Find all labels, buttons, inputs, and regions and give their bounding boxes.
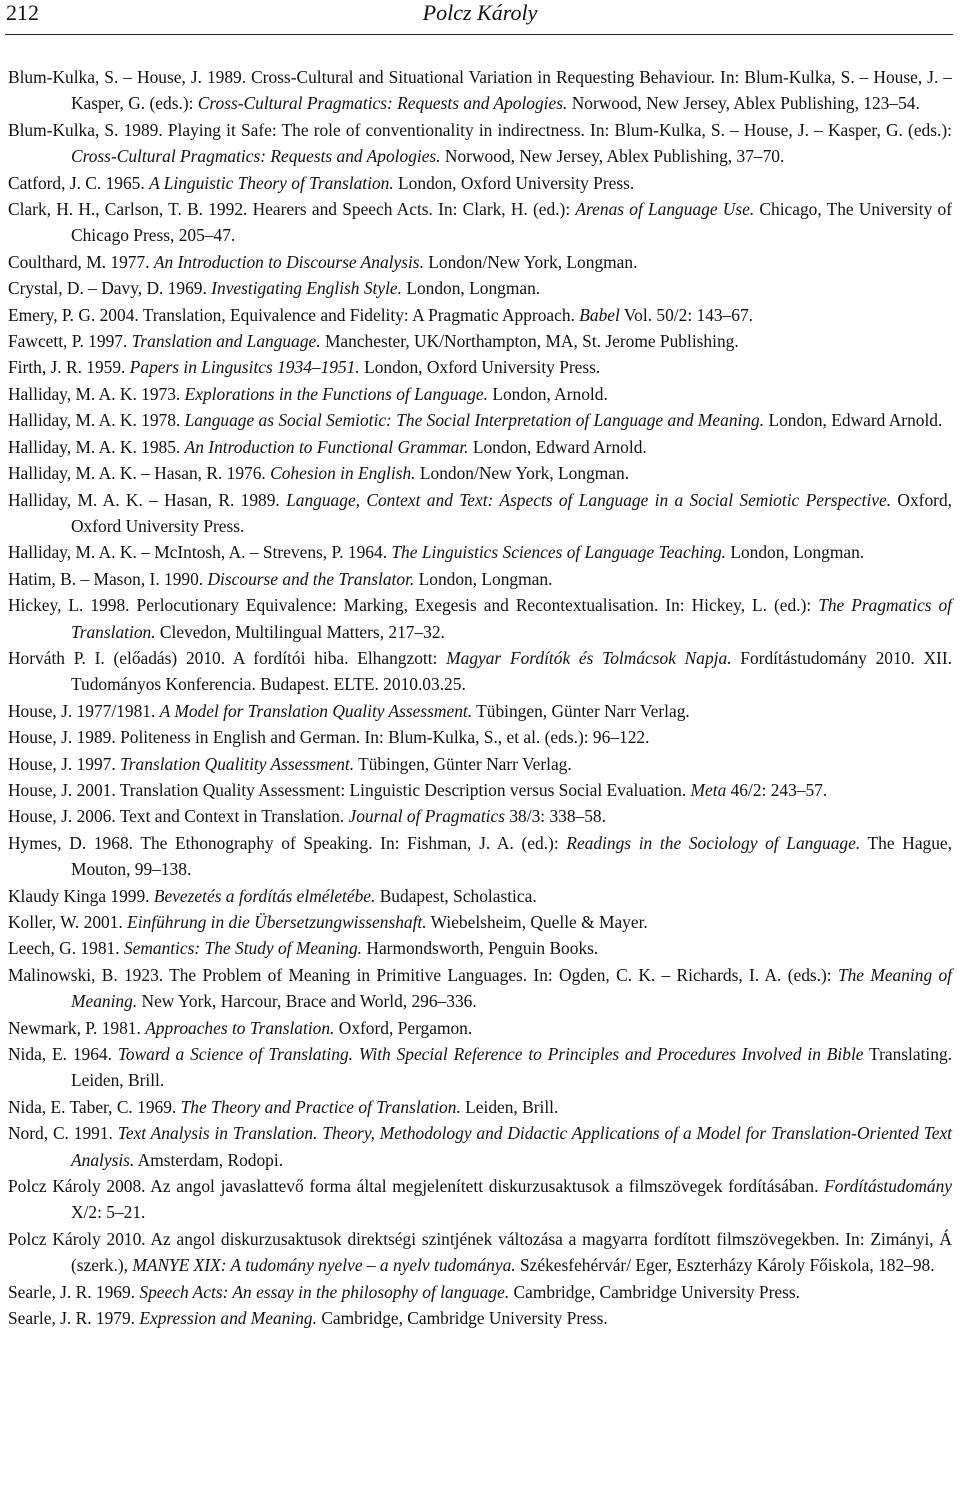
reference-title: A Model for Translation Quality Assessment. bbox=[159, 700, 473, 721]
reference-text: Vol. 50/2: 143–67. bbox=[619, 304, 754, 325]
reference-entry bbox=[8, 830, 952, 883]
reference-title: Approaches to Translation. bbox=[145, 1017, 335, 1038]
reference-text: Harmondsworth, Penguin Books. bbox=[362, 938, 599, 959]
reference-text: Polcz Károly 2008. Az angol javaslattevő forma által megjelenített diskurzusaktusok a filmszövegek fordításában. bbox=[8, 1176, 825, 1197]
reference-text: Halliday, M. A. K. – Hasan, R. 1976. bbox=[8, 463, 271, 484]
reference-text: Tübingen, Günter Narr Verlag. bbox=[472, 700, 690, 721]
reference-text: Wiebelsheim, Quelle & Mayer. bbox=[426, 912, 648, 932]
reference-text: X/2: 5–21. bbox=[71, 1202, 146, 1223]
reference-title: The Theory and Practice of Translation. bbox=[180, 1096, 461, 1117]
reference-text: House, J. 1997. bbox=[8, 753, 121, 774]
reference-text: Budapest, Scholastica. bbox=[375, 885, 537, 906]
reference-text: London/New York, Longman. bbox=[415, 463, 630, 484]
reference-entry bbox=[8, 909, 952, 935]
page-number: 212 bbox=[6, 0, 39, 25]
reference-text: Halliday, M. A. K. – Hasan, R. 1989. bbox=[8, 489, 287, 510]
reference-text: Cambridge, Cambridge University Press. bbox=[509, 1281, 800, 1302]
reference-entry bbox=[8, 566, 952, 592]
reference-entry bbox=[8, 803, 952, 829]
reference-text: Translating. Leiden, Brill. bbox=[71, 1044, 952, 1091]
reference-entry bbox=[8, 592, 952, 645]
reference-title: Magyar Fordítók és Tolmácsok Napja. bbox=[446, 647, 732, 668]
reference-entry bbox=[8, 539, 952, 565]
reference-text: London, Longman. bbox=[414, 568, 553, 589]
reference-title: The Linguistics Sciences of Language Teaching. bbox=[391, 542, 726, 563]
reference-text: Tübingen, Günter Narr Verlag. bbox=[354, 753, 572, 774]
reference-text: Malinowski, B. 1923. The Problem of Meaning in Primitive Languages. In: Ogden, C. K. – Richards, I. A. (eds.): bbox=[8, 964, 838, 985]
reference-title: Cross-Cultural Pragmatics: Requests and Apologies. bbox=[71, 146, 441, 167]
reference-text: Leech, G. 1981. bbox=[8, 938, 124, 959]
reference-title: Cross-Cultural Pragmatics: Requests and Apologies. bbox=[197, 93, 568, 114]
reference-text: Emery, P. G. 2004. Translation, Equivalence and Fidelity: A Pragmatic Approach. bbox=[8, 304, 580, 325]
reference-title: Expression and Meaning. bbox=[139, 1308, 317, 1329]
header-rule bbox=[5, 34, 953, 35]
reference-entry bbox=[8, 1279, 952, 1305]
reference-entry bbox=[8, 170, 952, 196]
reference-entry bbox=[8, 1173, 952, 1226]
reference-entry bbox=[8, 935, 952, 961]
reference-text: Nida, E. Taber, C. 1969. bbox=[8, 1096, 181, 1117]
reference-entry bbox=[8, 64, 952, 117]
reference-text: Fordítástudomány 2010. XII. Tudományos Konferencia. Budapest. ELTE. 2010.03.25. bbox=[71, 647, 952, 695]
reference-entry bbox=[8, 275, 952, 301]
reference-entry bbox=[8, 302, 952, 328]
reference-text: Searle, J. R. 1969. bbox=[8, 1281, 140, 1302]
reference-entry bbox=[8, 434, 952, 460]
reference-text: London, Oxford University Press. bbox=[359, 357, 601, 378]
reference-title: Cohesion in English. bbox=[270, 463, 416, 484]
reference-entry bbox=[8, 751, 952, 777]
reference-entry bbox=[8, 381, 952, 407]
reference-text: Catford, J. C. 1965. bbox=[8, 172, 150, 193]
reference-title: Language, Context and Text: Aspects of Language in a Social Semiotic Perspective. bbox=[286, 489, 892, 510]
reference-text: New York, Harcour, Brace and World, 296–336. bbox=[137, 991, 477, 1012]
reference-text: Newmark, P. 1981. bbox=[8, 1017, 146, 1038]
reference-text: Oxford, Oxford University Press. bbox=[71, 489, 952, 536]
reference-title: Explorations in the Functions of Language. bbox=[184, 383, 488, 404]
reference-text: 46/2: 243–57. bbox=[726, 779, 828, 800]
reference-title: Toward a Science of Translating. With Special Reference to Principles and Procedures Involved in Bible bbox=[117, 1044, 864, 1065]
reference-text: Koller, W. 2001. bbox=[8, 912, 128, 932]
reference-title: An Introduction to Functional Grammar. bbox=[184, 436, 469, 457]
reference-text: Clevedon, Multilingual Matters, 217–32. bbox=[155, 621, 445, 642]
reference-entry bbox=[8, 117, 952, 170]
reference-text: Coulthard, M. 1977. bbox=[8, 251, 154, 272]
reference-text: London, Arnold. bbox=[488, 383, 608, 404]
reference-entry bbox=[8, 883, 952, 909]
reference-title: Translation Qualitity Assessment. bbox=[120, 753, 355, 774]
reference-text: Blum-Kulka, S. 1989. Playing it Safe: The role of conventionality in indirectness. In: Blum-Kulka, S. – House, J. – Kasper, G. (eds.): bbox=[8, 119, 952, 140]
reference-text: Amsterdam, Rodopi. bbox=[134, 1149, 284, 1170]
reference-text: Polcz Károly 2010. Az angol diskurzusaktusok direktségi szintjének változása a magyarra fordított filmszövegekben. In: Zimányi, Á (szerk.), bbox=[8, 1228, 952, 1276]
running-head: Polcz Károly bbox=[422, 0, 538, 25]
reference-text: Hymes, D. 1968. The Ethonography of Speaking. In: Fishman, J. A. (ed.): bbox=[8, 832, 567, 853]
reference-entry bbox=[8, 1226, 952, 1279]
reference-entry bbox=[8, 962, 952, 1015]
reference-entry bbox=[8, 724, 952, 750]
reference-title: Language as Social Semiotic: The Social Interpretation of Language and Meaning. bbox=[184, 410, 765, 431]
reference-text: House, J. 2001. Translation Quality Assessment: Linguistic Description versus Social Evaluation. bbox=[8, 779, 691, 800]
reference-text: Fawcett, P. 1997. bbox=[8, 331, 132, 352]
reference-text: Halliday, M. A. K. 1973. bbox=[8, 383, 185, 404]
reference-text: Halliday, M. A. K. – McIntosh, A. – Strevens, P. 1964. bbox=[8, 542, 392, 563]
reference-text: Horváth P. I. (előadás) 2010. A fordítói hiba. Elhangzott: bbox=[8, 647, 447, 668]
reference-text: London, Longman. bbox=[725, 542, 865, 563]
reference-title: Papers in Lingusitcs 1934–1951. bbox=[129, 357, 360, 378]
reference-title: Einführung in die Übersetzungwissenshaft. bbox=[127, 912, 427, 932]
reference-title: Readings in the Sociology of Language. bbox=[566, 832, 861, 853]
reference-text: Nida, E. 1964. bbox=[8, 1044, 118, 1065]
reference-entry bbox=[8, 487, 952, 540]
reference-text: Chicago, The University of Chicago Press, 205–47. bbox=[71, 199, 953, 246]
reference-entry bbox=[8, 196, 952, 249]
reference-entry bbox=[8, 1041, 952, 1094]
reference-entry bbox=[8, 777, 952, 803]
reference-text: House, J. 1989. Politeness in English and German. In: Blum-Kulka, S., et al. (eds.): 96–122. bbox=[8, 727, 650, 748]
reference-title: Discourse and the Translator. bbox=[207, 568, 415, 589]
reference-entry bbox=[8, 249, 952, 275]
reference-entry bbox=[8, 698, 952, 724]
reference-title: The Meaning of Meaning. bbox=[71, 964, 952, 1012]
reference-text: Nord, C. 1991. bbox=[8, 1123, 118, 1144]
reference-title: Bevezetés a fordítás elméletébe. bbox=[153, 885, 376, 906]
reference-list bbox=[8, 64, 952, 1332]
reference-text: Firth, J. R. 1959. bbox=[8, 357, 130, 378]
reference-title: The Pragmatics of Translation. bbox=[71, 595, 952, 642]
reference-entry bbox=[8, 1305, 952, 1331]
reference-text: London, Longman. bbox=[401, 278, 541, 299]
reference-text: Blum-Kulka, S. – House, J. 1989. Cross-Cultural and Situational Variation in Requesting Behaviour. In: Blum-Kulka, S. – House, J. – Kasper, G. (eds.): bbox=[8, 67, 952, 114]
reference-title: A Linguistic Theory of Translation. bbox=[149, 172, 394, 193]
reference-title: Babel bbox=[579, 304, 620, 325]
reference-title: Text Analysis in Translation. Theory, Methodology and Didactic Applications of a Model for Translation-Oriented Text Analysis. bbox=[71, 1123, 952, 1170]
reference-text: London, Edward Arnold. bbox=[468, 436, 647, 457]
reference-entry bbox=[8, 1015, 952, 1041]
reference-title: Meta bbox=[690, 779, 727, 800]
reference-title: Speech Acts: An essay in the philosophy of language. bbox=[139, 1281, 510, 1302]
reference-text: Klaudy Kinga 1999. bbox=[8, 885, 154, 906]
reference-text: House, J. 1977/1981. bbox=[8, 700, 160, 721]
reference-entry bbox=[8, 328, 952, 354]
reference-entry bbox=[8, 1094, 952, 1120]
reference-title: Translation and Language. bbox=[131, 331, 321, 352]
reference-text: Norwood, New Jersey, Ablex Publishing, 123–54. bbox=[567, 93, 920, 114]
reference-text: Leiden, Brill. bbox=[460, 1096, 559, 1117]
reference-text: Manchester, UK/Northampton, MA, St. Jerome Publishing. bbox=[320, 331, 739, 352]
reference-text: Oxford, Pergamon. bbox=[334, 1017, 473, 1038]
reference-text: London, Edward Arnold. bbox=[764, 410, 943, 431]
reference-entry bbox=[8, 1120, 952, 1173]
reference-text: Norwood, New Jersey, Ablex Publishing, 37–70. bbox=[440, 146, 785, 167]
reference-title: Journal of Pragmatics bbox=[348, 806, 505, 827]
reference-text: Halliday, M. A. K. 1978. bbox=[8, 410, 185, 431]
reference-title: MANYE XIX: A tudomány nyelve – a nyelv tudománya. bbox=[132, 1255, 516, 1276]
reference-text: Hickey, L. 1998. Perlocutionary Equivalence: Marking, Exegesis and Recontextualisation. In: Hickey, L. (ed.): bbox=[8, 595, 819, 616]
reference-text: 38/3: 338–58. bbox=[505, 806, 606, 827]
reference-title: Semantics: The Study of Meaning. bbox=[123, 938, 363, 959]
reference-text: London, Oxford University Press. bbox=[393, 172, 635, 193]
reference-title: Arenas of Language Use. bbox=[575, 199, 755, 220]
reference-entry bbox=[8, 354, 952, 380]
reference-entry bbox=[8, 460, 952, 486]
reference-text: Cambridge, Cambridge University Press. bbox=[316, 1308, 608, 1329]
reference-text: Halliday, M. A. K. 1985. bbox=[8, 436, 185, 457]
reference-entry bbox=[8, 407, 952, 433]
reference-text: Crystal, D. – Davy, D. 1969. bbox=[8, 278, 212, 299]
reference-text: Székesfehérvár/ Eger, Eszterházy Károly Főiskola, 182–98. bbox=[515, 1255, 935, 1276]
reference-title: Fordítástudomány bbox=[824, 1176, 952, 1197]
reference-title: An Introduction to Discourse Analysis. bbox=[153, 251, 424, 272]
reference-title: Investigating English Style. bbox=[211, 278, 402, 299]
reference-text: Clark, H. H., Carlson, T. B. 1992. Hearers and Speech Acts. In: Clark, H. (ed.): bbox=[8, 199, 576, 220]
reference-entry bbox=[8, 645, 952, 698]
reference-text: Searle, J. R. 1979. bbox=[8, 1308, 140, 1329]
reference-text: London/New York, Longman. bbox=[423, 251, 638, 272]
reference-text: House, J. 2006. Text and Context in Translation. bbox=[8, 806, 349, 827]
reference-text: The Hague, Mouton, 99–138. bbox=[71, 832, 953, 880]
page-header bbox=[0, 0, 960, 38]
reference-text: Hatim, B. – Mason, I. 1990. bbox=[8, 568, 208, 589]
